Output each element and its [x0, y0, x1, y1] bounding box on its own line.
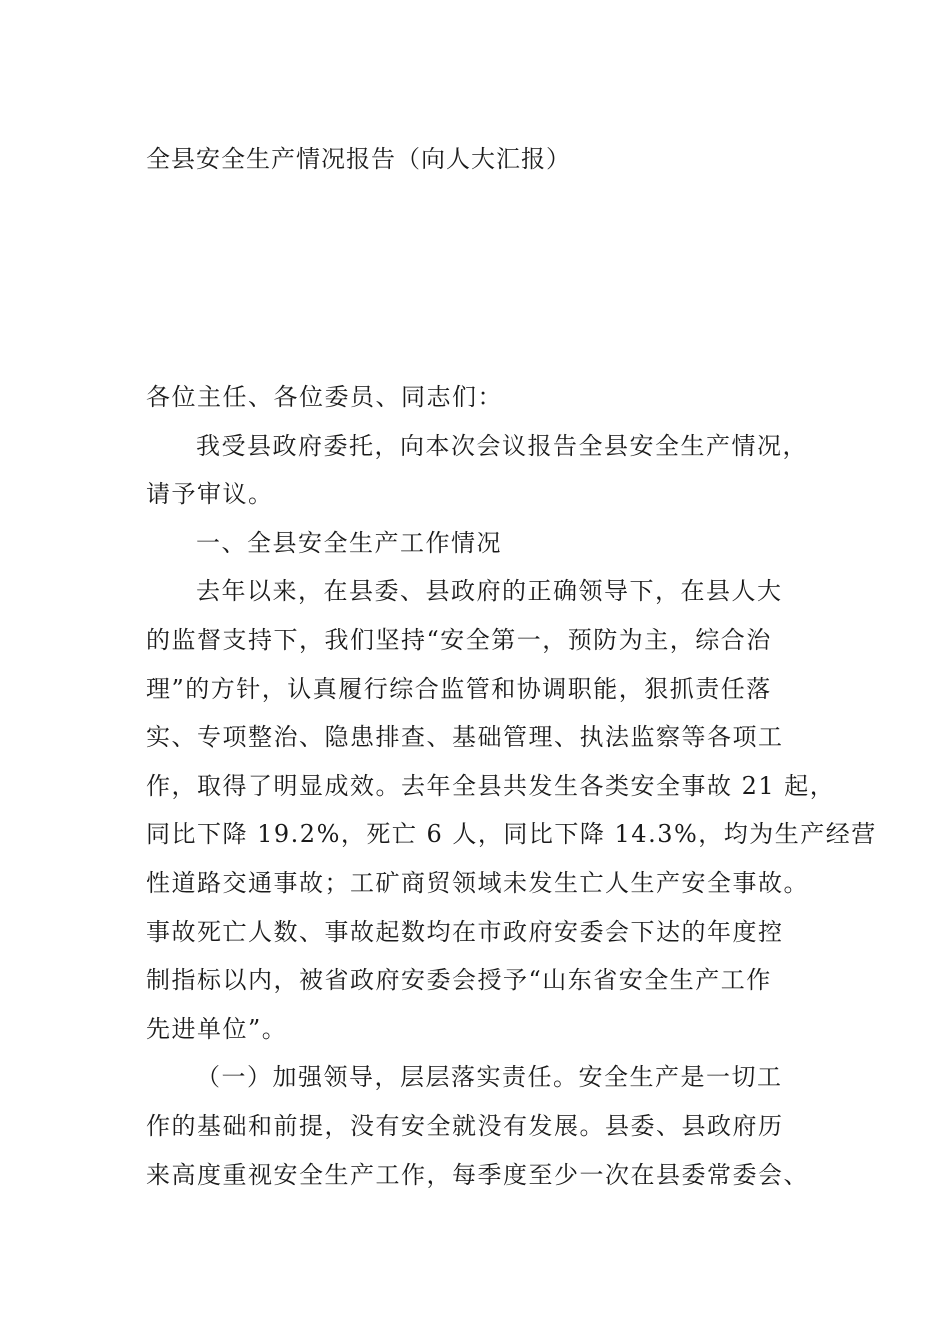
section-heading: 一、全县安全生产工作情况: [196, 528, 502, 557]
paragraph-line: 去年以来，在县委、县政府的正确领导下，在县人大: [196, 577, 783, 606]
paragraph-line: 我受县政府委托，向本次会议报告全县安全生产情况，: [196, 431, 808, 460]
paragraph-line: 理”的方针，认真履行综合监管和协调职能，狠抓责任落: [146, 674, 772, 703]
paragraph-line: 作的基础和前提，没有安全就没有发展。县委、县政府历: [146, 1111, 784, 1140]
paragraph-line: 事故死亡人数、事故起数均在市政府安委会下达的年度控: [146, 917, 784, 946]
paragraph-line: 的监督支持下，我们坚持“安全第一，预防为主，综合治: [146, 625, 772, 654]
document-body: [146, 373, 877, 1199]
paragraph-line: 请予审议。: [146, 480, 274, 509]
subsection-heading-line: （一）加强领导，层层落实责任。安全生产是一切工: [196, 1063, 783, 1092]
paragraph-line: 作，取得了明显成效。去年全县共发生各类安全事故 21 起，: [146, 771, 836, 800]
paragraph-line: 性道路交通事故；工矿商贸领域未发生亡人生产安全事故。: [146, 868, 809, 897]
paragraph-line: 来高度重视安全生产工作，每季度至少一次在县委常委会、: [146, 1160, 809, 1189]
document-title: 全县安全生产情况报告（向人大汇报）: [146, 145, 571, 173]
paragraph-line: 制指标以内，被省政府安委会授予“山东省安全生产工作: [146, 966, 772, 995]
paragraph-line: 实、专项整治、隐患排查、基础管理、执法监察等各项工: [146, 723, 784, 752]
paragraph-line: 先进单位”。: [146, 1014, 288, 1043]
salutation-line: 各位主任、各位委员、同志们：: [146, 383, 503, 411]
paragraph-line: 同比下降 19.2%，死亡 6 人，同比下降 14.3%，均为生产经营: [146, 820, 877, 849]
